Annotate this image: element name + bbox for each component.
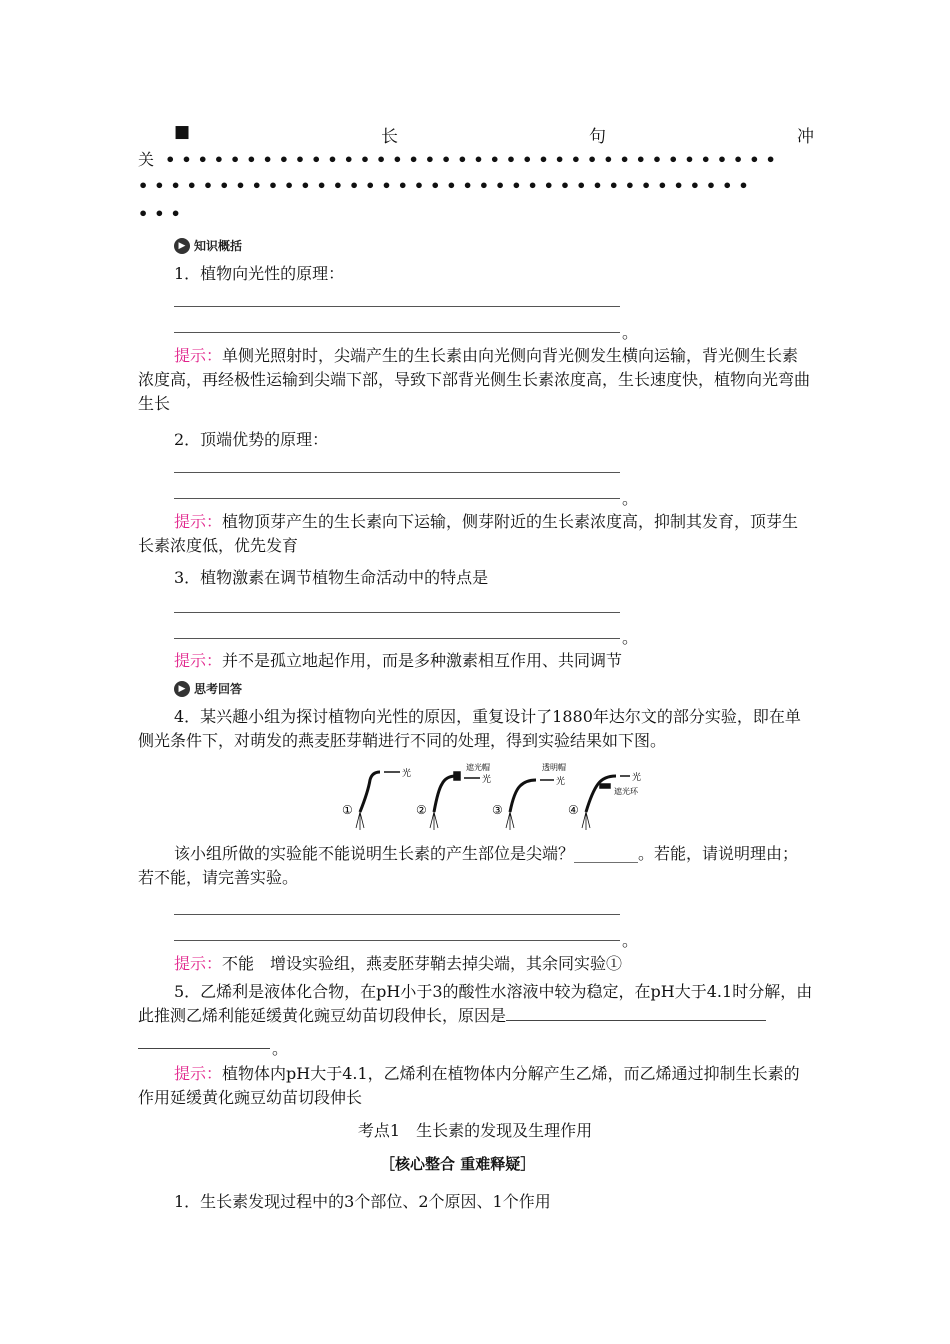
q2-text: 2．顶端优势的原理： [174, 430, 329, 449]
coleoptile-figure-svg [330, 762, 650, 832]
hint-label: 提示： [174, 954, 223, 973]
header-char-3: 冲 [796, 127, 814, 147]
hint-label: 提示： [174, 651, 223, 670]
coleoptile-experiment-figure [330, 762, 650, 832]
q5-answer-blank-2 [138, 1048, 270, 1049]
q1-text: 1．植物向光性的原理： [174, 264, 345, 283]
q4-hint [174, 952, 814, 976]
header-last-char: 关 [138, 150, 155, 169]
q2-answer-line-2 [174, 498, 620, 499]
label-n2: ② [416, 803, 427, 817]
hint-label: 提示： [174, 1064, 223, 1083]
play-icon: ▶ [174, 681, 190, 697]
label-light-3: 光 [556, 777, 566, 787]
seedling-1 [356, 772, 400, 830]
q5-hint-text: 植物体内pH大于4.1，乙烯利在植物体内分解产生乙烯，而乙烯通过抑制生长素的作用延缓黄化豌豆幼苗切段伸长 [138, 1064, 800, 1107]
q4-answer-line-2 [174, 940, 620, 941]
q3-text: 3．植物激素在调节植物生命活动中的特点是 [174, 568, 489, 587]
q1-period: 。 [622, 323, 639, 342]
q4-question [138, 842, 814, 890]
label-n1: ① [342, 803, 353, 817]
think-tag [174, 680, 242, 697]
q5-text-content: 5．乙烯利是液体化合物，在pH小于3的酸性水溶液中较为稳定，在pH大于4.1时分解，由此推测乙烯利能延缓黄化豌豆幼苗切段伸长，原因是 [138, 982, 813, 1025]
label-light-4: 光 [632, 773, 642, 783]
label-light-1: 光 [402, 769, 412, 779]
q4-question-b: 。若能，请说明理由；若不能，请完善实验。 [138, 844, 799, 887]
header-line-2 [138, 148, 814, 172]
q4-period: 。 [622, 931, 639, 950]
q4-text: 4．某兴趣小组为探讨植物向光性的原因，重复设计了1880年达尔文的部分实验，即在单侧光条件下，对萌发的燕麦胚芽鞘进行不同的处理，得到实验结果如下图。 [138, 707, 801, 750]
hint-label: 提示： [174, 512, 223, 531]
label-n4: ④ [568, 803, 579, 817]
header-bullet: ■ [174, 122, 191, 142]
q3-hint [174, 649, 814, 673]
play-icon: ▶ [174, 238, 190, 254]
header-title-row [174, 122, 814, 147]
q3-answer-line-2 [174, 638, 620, 639]
q4-question-blank: ________ [574, 844, 639, 863]
q5-hint [138, 1062, 814, 1110]
seedling-3 [506, 780, 554, 830]
header-char-2: 句 [589, 127, 606, 147]
hint-label: 提示： [174, 346, 223, 365]
section-subtitle: ［核心整合 重难释疑］ [380, 1155, 536, 1173]
q4-hint-text: 不能 增设实验组，燕麦胚芽鞘去掉尖端，其余同实验① [222, 954, 623, 973]
q1-hint [138, 344, 814, 416]
q4-question-a: 该小组所做的实验能不能说明生长素的产生部位是尖端？ [174, 844, 575, 863]
q3-answer-line-1 [174, 612, 620, 613]
header-char-1: 长 [381, 127, 399, 147]
q5-answer-blank-1 [506, 1006, 766, 1021]
q3-period: 。 [622, 628, 639, 647]
q1-answer-line-2 [174, 332, 620, 333]
q3-hint-text: 并不是孤立地起作用，而是多种激素相互作用、共同调节 [222, 651, 623, 670]
q1-answer-line-1 [174, 306, 620, 307]
q5-text [138, 980, 818, 1028]
label-n3: ③ [492, 803, 503, 817]
q4-answer-line-1 [174, 914, 620, 915]
section-title: 考点1 生长素的发现及生理作用 [357, 1121, 593, 1140]
knowledge-tag [174, 237, 242, 254]
header-dots-2: •••••••••••••••••••••••••••••••••••••• [138, 176, 755, 195]
seedling-2 [430, 772, 480, 830]
knowledge-tag-label: 知识概括 [194, 239, 243, 253]
header-dots-1: •••••••••••••••••••••••••••••••••••••• [165, 150, 782, 169]
q2-period: 。 [622, 489, 639, 508]
section-item-1: 1．生长素发现过程中的3个部位、2个原因、1个作用 [174, 1192, 551, 1211]
q1-hint-text: 单侧光照射时，尖端产生的生长素由向光侧向背光侧发生横向运输，背光侧生长素浓度高，再经极性运输到尖端下部，导致下部背光侧生长素浓度高，生长速度快，植物向光弯曲生长 [138, 346, 811, 413]
think-tag-label: 思考回答 [194, 682, 243, 696]
q2-hint [138, 510, 814, 558]
label-light-2: 光 [482, 775, 492, 785]
q2-hint-text: 植物顶芽产生的生长素向下运输，侧芽附近的生长素浓度高，抑制其发育，顶芽生长素浓度低，优先发育 [138, 512, 799, 555]
label-ring: 遮光环 [614, 787, 638, 796]
label-clear-cap: 透明帽 [542, 763, 566, 772]
q2-answer-line-1 [174, 472, 620, 473]
q5-period: 。 [272, 1039, 289, 1058]
label-cap: 遮光帽 [466, 763, 490, 772]
header-dots-3: ••• [138, 204, 187, 223]
seedling-4 [582, 776, 630, 830]
